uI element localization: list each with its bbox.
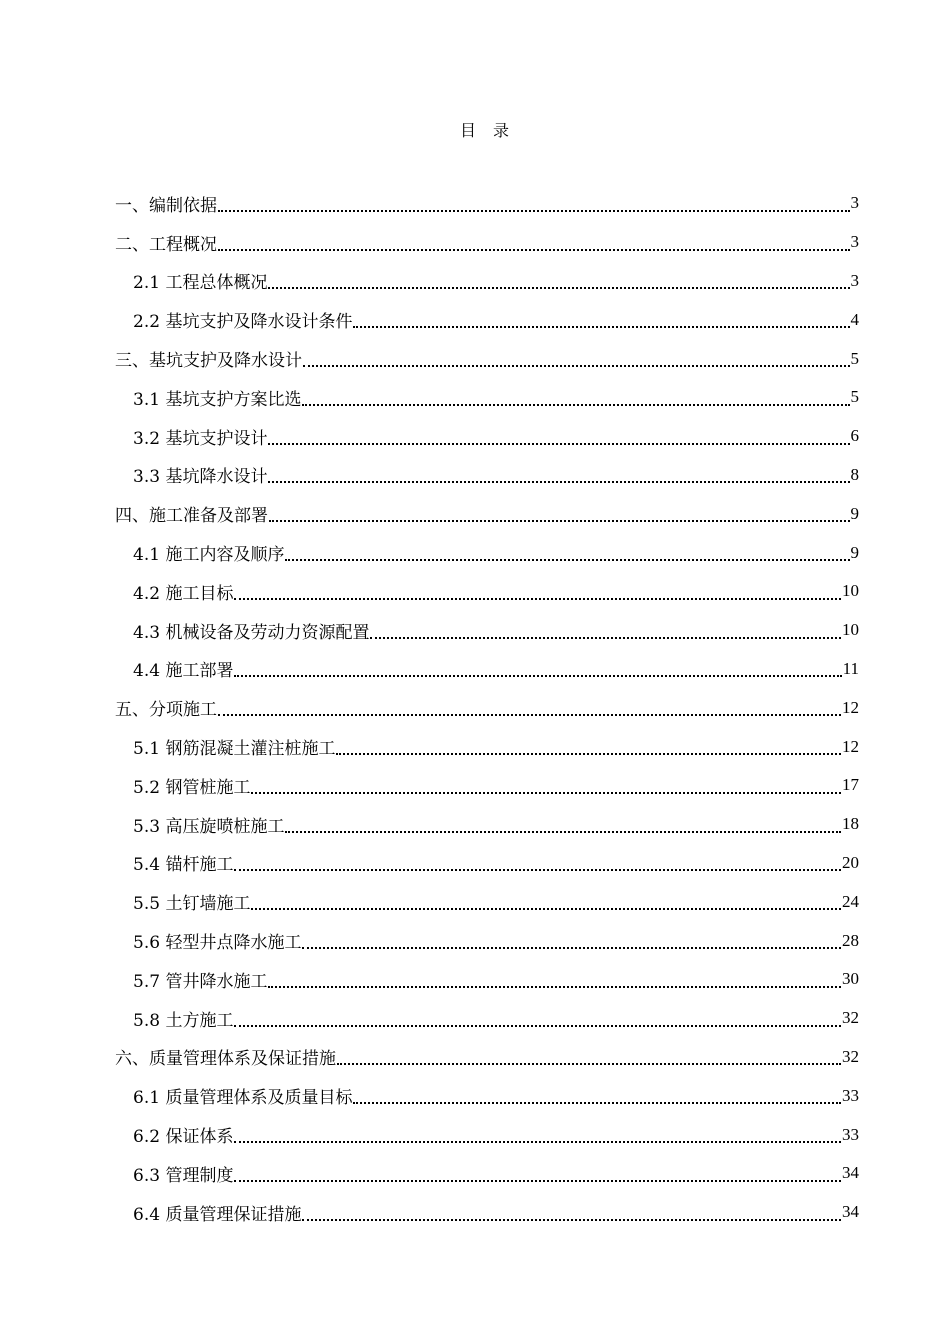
toc-entry-page-number: 32 — [842, 1046, 859, 1066]
toc-entry-page-number: 4 — [850, 309, 859, 329]
toc-dot-leader — [303, 364, 850, 367]
toc-entry[interactable] — [0, 1038, 950, 1077]
toc-entry-label: 四、施工准备及部署 — [115, 506, 268, 527]
toc-entry[interactable] — [0, 882, 950, 921]
toc-entry-page-number: 30 — [842, 969, 859, 989]
toc-entry[interactable] — [0, 960, 950, 999]
toc-dot-leader — [218, 713, 841, 716]
toc-entry-label: 3.2 基坑支护设计 — [133, 428, 268, 449]
toc-entry-page-number: 12 — [842, 697, 859, 717]
toc-dot-leader — [302, 403, 849, 406]
toc-entry-page-number: 9 — [850, 503, 859, 523]
toc-entry-label: 6.4 质量管理保证措施 — [133, 1204, 302, 1225]
toc-entry-page-number: 24 — [842, 891, 859, 911]
toc-entry-label: 5.6 轻型井点降水施工 — [133, 933, 302, 954]
toc-entry[interactable] — [0, 300, 950, 339]
toc-entry[interactable] — [0, 339, 950, 378]
toc-dot-leader — [234, 1179, 841, 1182]
toc-dot-leader — [337, 1062, 841, 1065]
toc-entry-label: 4.3 机械设备及劳动力资源配置 — [133, 622, 370, 643]
toc-dot-leader — [285, 830, 841, 833]
toc-dot-leader — [269, 519, 850, 522]
toc-dot-leader — [218, 209, 850, 212]
toc-entry-page-number: 10 — [842, 620, 859, 640]
toc-entry[interactable] — [0, 262, 950, 301]
toc-entry-page-number: 28 — [842, 930, 859, 950]
toc-entry-label: 六、质量管理体系及保证措施 — [115, 1049, 336, 1070]
toc-dot-leader — [251, 907, 841, 910]
toc-entry[interactable] — [0, 805, 950, 844]
toc-entry-label: 5.4 锚杆施工 — [133, 855, 234, 876]
toc-entry-page-number: 33 — [842, 1085, 859, 1105]
toc-entry[interactable] — [0, 456, 950, 495]
toc-entry-page-number: 11 — [842, 658, 859, 678]
toc-dot-leader — [234, 1024, 841, 1027]
toc-dot-leader — [234, 597, 841, 600]
toc-entry[interactable] — [0, 766, 950, 805]
toc-dot-leader — [370, 636, 841, 639]
toc-entry-label: 5.3 高压旋喷桩施工 — [133, 816, 285, 837]
toc-entry-page-number: 5 — [850, 387, 859, 407]
toc-dot-leader — [302, 946, 841, 949]
toc-entry-page-number: 8 — [850, 464, 859, 484]
toc-entry-label: 4.1 施工内容及顺序 — [133, 545, 285, 566]
toc-entry[interactable] — [0, 1076, 950, 1115]
toc-entry-page-number: 33 — [842, 1124, 859, 1144]
toc-entry-label: 三、基坑支护及降水设计 — [115, 351, 302, 372]
toc-dot-leader — [268, 480, 849, 483]
toc-entry-page-number: 5 — [850, 348, 859, 368]
toc-entry[interactable] — [0, 378, 950, 417]
toc-entry-page-number: 10 — [842, 581, 859, 601]
toc-entry-label: 5.5 土钉墙施工 — [133, 894, 251, 915]
toc-entry-page-number: 3 — [850, 232, 859, 252]
toc-entry-page-number: 3 — [850, 270, 859, 290]
toc-entry[interactable] — [0, 1115, 950, 1154]
toc-entry-page-number: 18 — [842, 814, 859, 834]
toc-dot-leader — [251, 791, 841, 794]
toc-entry[interactable] — [0, 1193, 950, 1232]
toc-dot-leader — [353, 325, 849, 328]
toc-dot-leader — [218, 248, 850, 251]
toc-entry-page-number: 6 — [850, 426, 859, 446]
toc-entry[interactable] — [0, 184, 950, 223]
toc-entry-label: 4.4 施工部署 — [133, 661, 234, 682]
toc-dot-leader — [234, 674, 841, 677]
toc-entry[interactable] — [0, 533, 950, 572]
toc-dot-leader — [268, 286, 849, 289]
toc-entry-label: 3.3 基坑降水设计 — [133, 467, 268, 488]
toc-entry-page-number: 20 — [842, 852, 859, 872]
toc-entry-label: 2.1 工程总体概况 — [133, 273, 268, 294]
toc-entry[interactable] — [0, 727, 950, 766]
toc-entry-label: 一、编制依据 — [115, 195, 217, 216]
toc-entry-label: 5.2 钢管桩施工 — [133, 777, 251, 798]
toc-list — [0, 184, 950, 1232]
toc-entry-page-number: 3 — [850, 193, 859, 213]
toc-dot-leader — [336, 752, 841, 755]
toc-entry-label: 3.1 基坑支护方案比选 — [133, 389, 302, 410]
toc-dot-leader — [268, 442, 849, 445]
toc-entry-label: 6.2 保证体系 — [133, 1127, 234, 1148]
toc-entry-page-number: 34 — [842, 1202, 859, 1222]
toc-entry-page-number: 12 — [842, 736, 859, 756]
toc-entry[interactable] — [0, 999, 950, 1038]
toc-entry-label: 6.3 管理制度 — [133, 1165, 234, 1186]
toc-entry[interactable] — [0, 921, 950, 960]
toc-entry-page-number: 9 — [850, 542, 859, 562]
toc-dot-leader — [234, 868, 841, 871]
toc-entry[interactable] — [0, 611, 950, 650]
toc-entry[interactable] — [0, 417, 950, 456]
toc-entry[interactable] — [0, 1154, 950, 1193]
toc-dot-leader — [302, 1218, 841, 1221]
toc-entry-label: 2.2 基坑支护及降水设计条件 — [133, 312, 353, 333]
toc-entry-label: 二、工程概况 — [115, 234, 217, 255]
toc-entry[interactable] — [0, 650, 950, 689]
toc-entry-label: 五、分项施工 — [115, 700, 217, 721]
toc-entry[interactable] — [0, 844, 950, 883]
toc-entry-label: 6.1 质量管理体系及质量目标 — [133, 1088, 353, 1109]
toc-entry[interactable] — [0, 223, 950, 262]
toc-title: 目 录 — [459, 121, 516, 140]
toc-dot-leader — [234, 1140, 841, 1143]
toc-entry[interactable] — [0, 688, 950, 727]
toc-entry-page-number: 32 — [842, 1008, 859, 1028]
toc-entry-label: 5.7 管井降水施工 — [133, 971, 268, 992]
toc-entry[interactable] — [0, 494, 950, 533]
toc-dot-leader — [285, 558, 849, 561]
toc-entry-label: 5.8 土方施工 — [133, 1010, 234, 1031]
toc-dot-leader — [268, 985, 841, 988]
toc-dot-leader — [353, 1101, 841, 1104]
toc-entry-label: 4.2 施工目标 — [133, 583, 234, 604]
toc-entry[interactable] — [0, 572, 950, 611]
toc-entry-page-number: 17 — [842, 775, 859, 795]
toc-entry-label: 5.1 钢筋混凝土灌注桩施工 — [133, 739, 336, 760]
toc-entry-page-number: 34 — [842, 1163, 859, 1183]
